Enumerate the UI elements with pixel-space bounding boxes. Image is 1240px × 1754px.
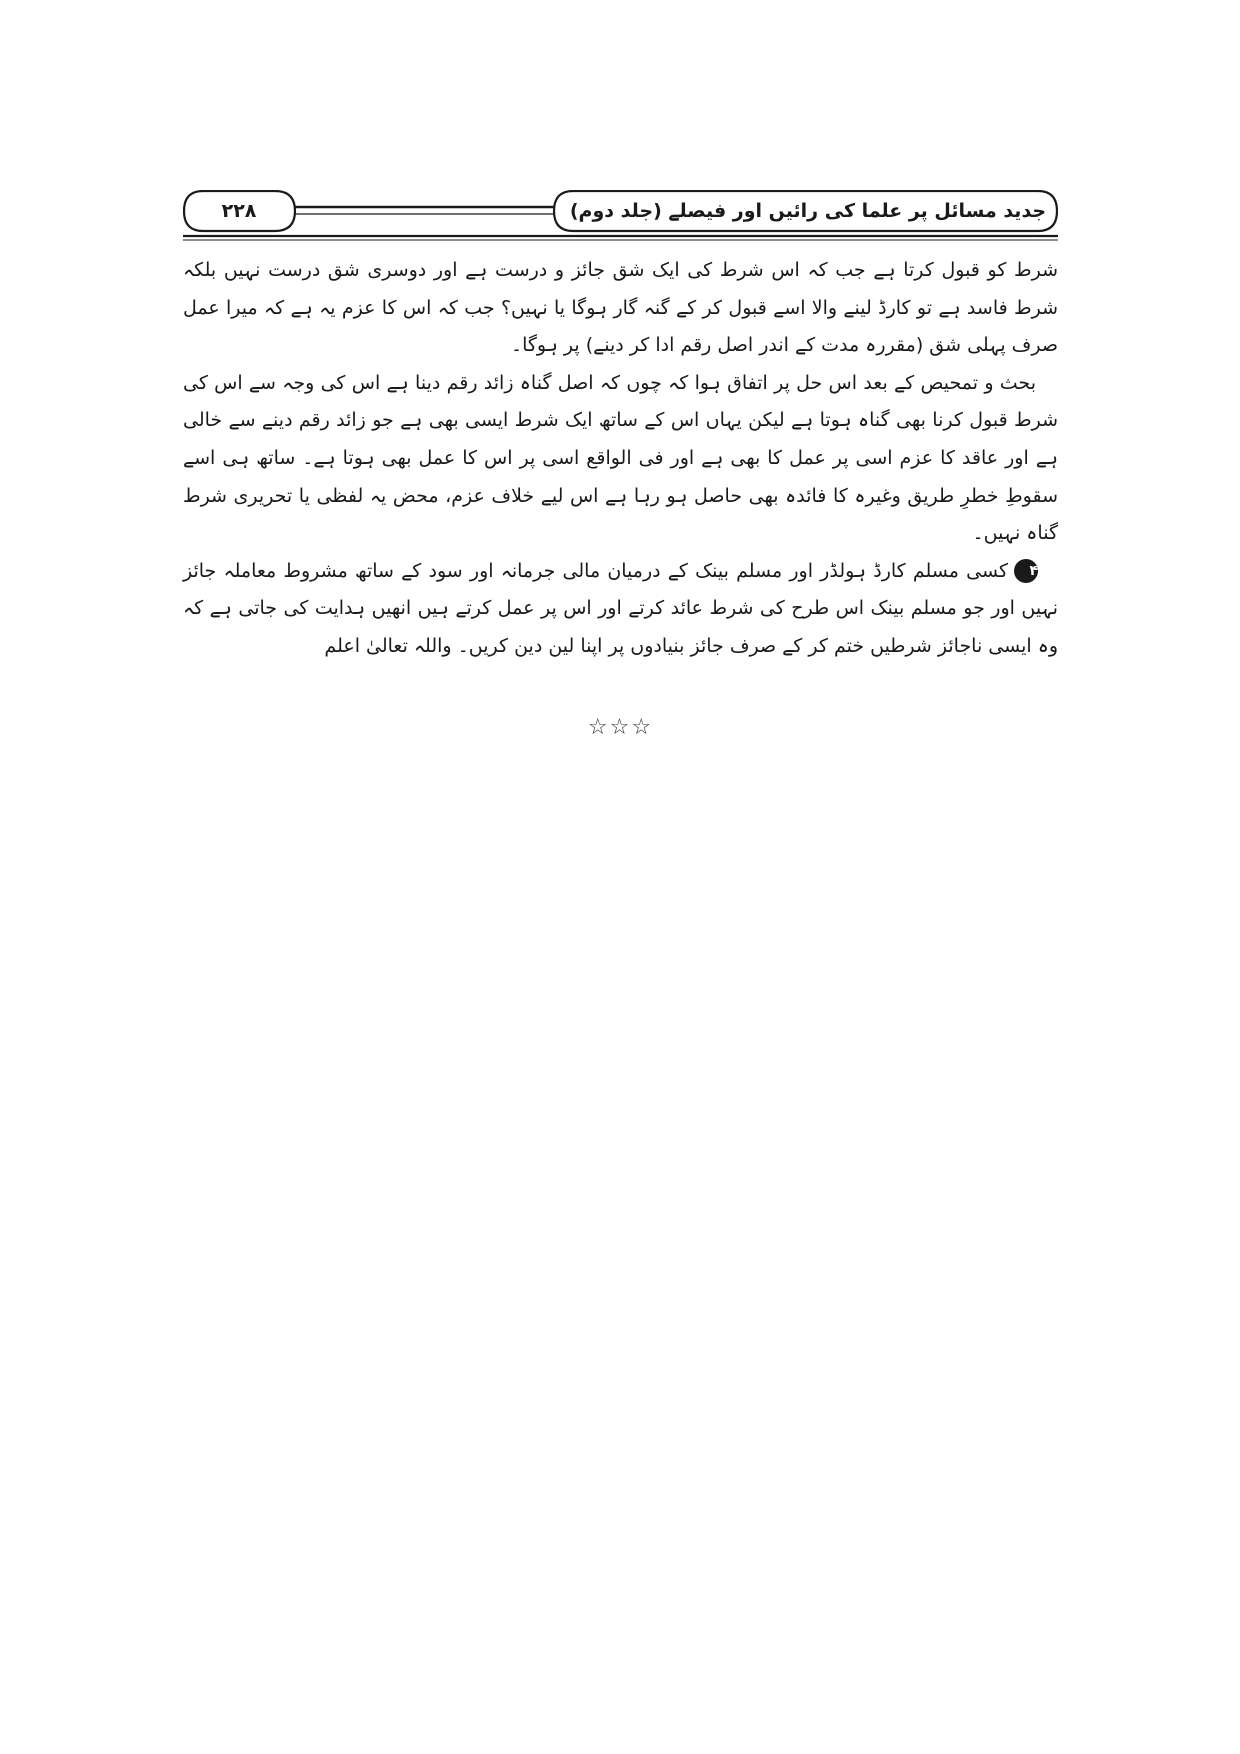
point-text: کسی مسلم کارڈ ہولڈر اور مسلم بینک کے درمیان مالی جرمانہ اور سود کے ساتھ مشروط معاملہ جائز نہیں اور جو مسلم بینک اس طرح کی شرط عائد کرتے اور اس پر عمل کرتے ہیں انھیں ہدایت کی جاتی ہے کہ وہ ایسی ناجائز شرطیں ختم کر کے صرف جائز بنیادوں پر اپنا لین دین کریں۔ واللہ تعالیٰ اعلم: [183, 559, 1058, 657]
body-text: [183, 252, 1058, 666]
page-number: ۲۲۸: [221, 200, 257, 222]
book-title: جدید مسائل پر علما کی رائیں اور فیصلے (جلد دوم): [569, 200, 1047, 222]
paragraph: بحث و تمحیص کے بعد اس حل پر اتفاق ہوا کہ چوں کہ اصل گناہ زائد رقم دینا ہے اس کی وجہ سے اس کی شرط قبول کرنا بھی گناہ ہوتا ہے لیکن یہاں اس کے ساتھ ایک شرط ایسی بھی ہے جو زائد رقم دینے سے خالی ہے اور عاقد کا عزم اسی پر عمل کا بھی ہے اور فی الواقع اسی پر اس کا عمل بھی ہوتا ہے۔ ساتھ ہی اسے سقوطِ خطرِ طریق وغیرہ کا فائدہ بھی حاصل ہو رہا ہے اس لیے خلاف عزم، محض یہ لفظی یا تحریری شرط گناہ نہیں۔: [183, 371, 1058, 545]
paragraph: شرط کو قبول کرتا ہے جب کہ اس شرط کی ایک شق جائز و درست ہے اور دوسری شق درست نہیں بلکہ شرط فاسد ہے تو کارڈ لینے والا اسے قبول کر کے گنہ گار ہوگا یا نہیں؟ جب کہ اس کا عزم یہ ہے کہ میرا عمل صرف پہلی شق (مقررہ مدت کے اندر اصل رقم ادا کر دینے) پر ہوگا۔: [183, 259, 1058, 357]
numbered-point: [183, 553, 1058, 666]
running-header: [183, 190, 1058, 242]
point-number-badge: ۴: [1014, 559, 1038, 583]
section-separator: ☆☆☆: [587, 715, 654, 740]
